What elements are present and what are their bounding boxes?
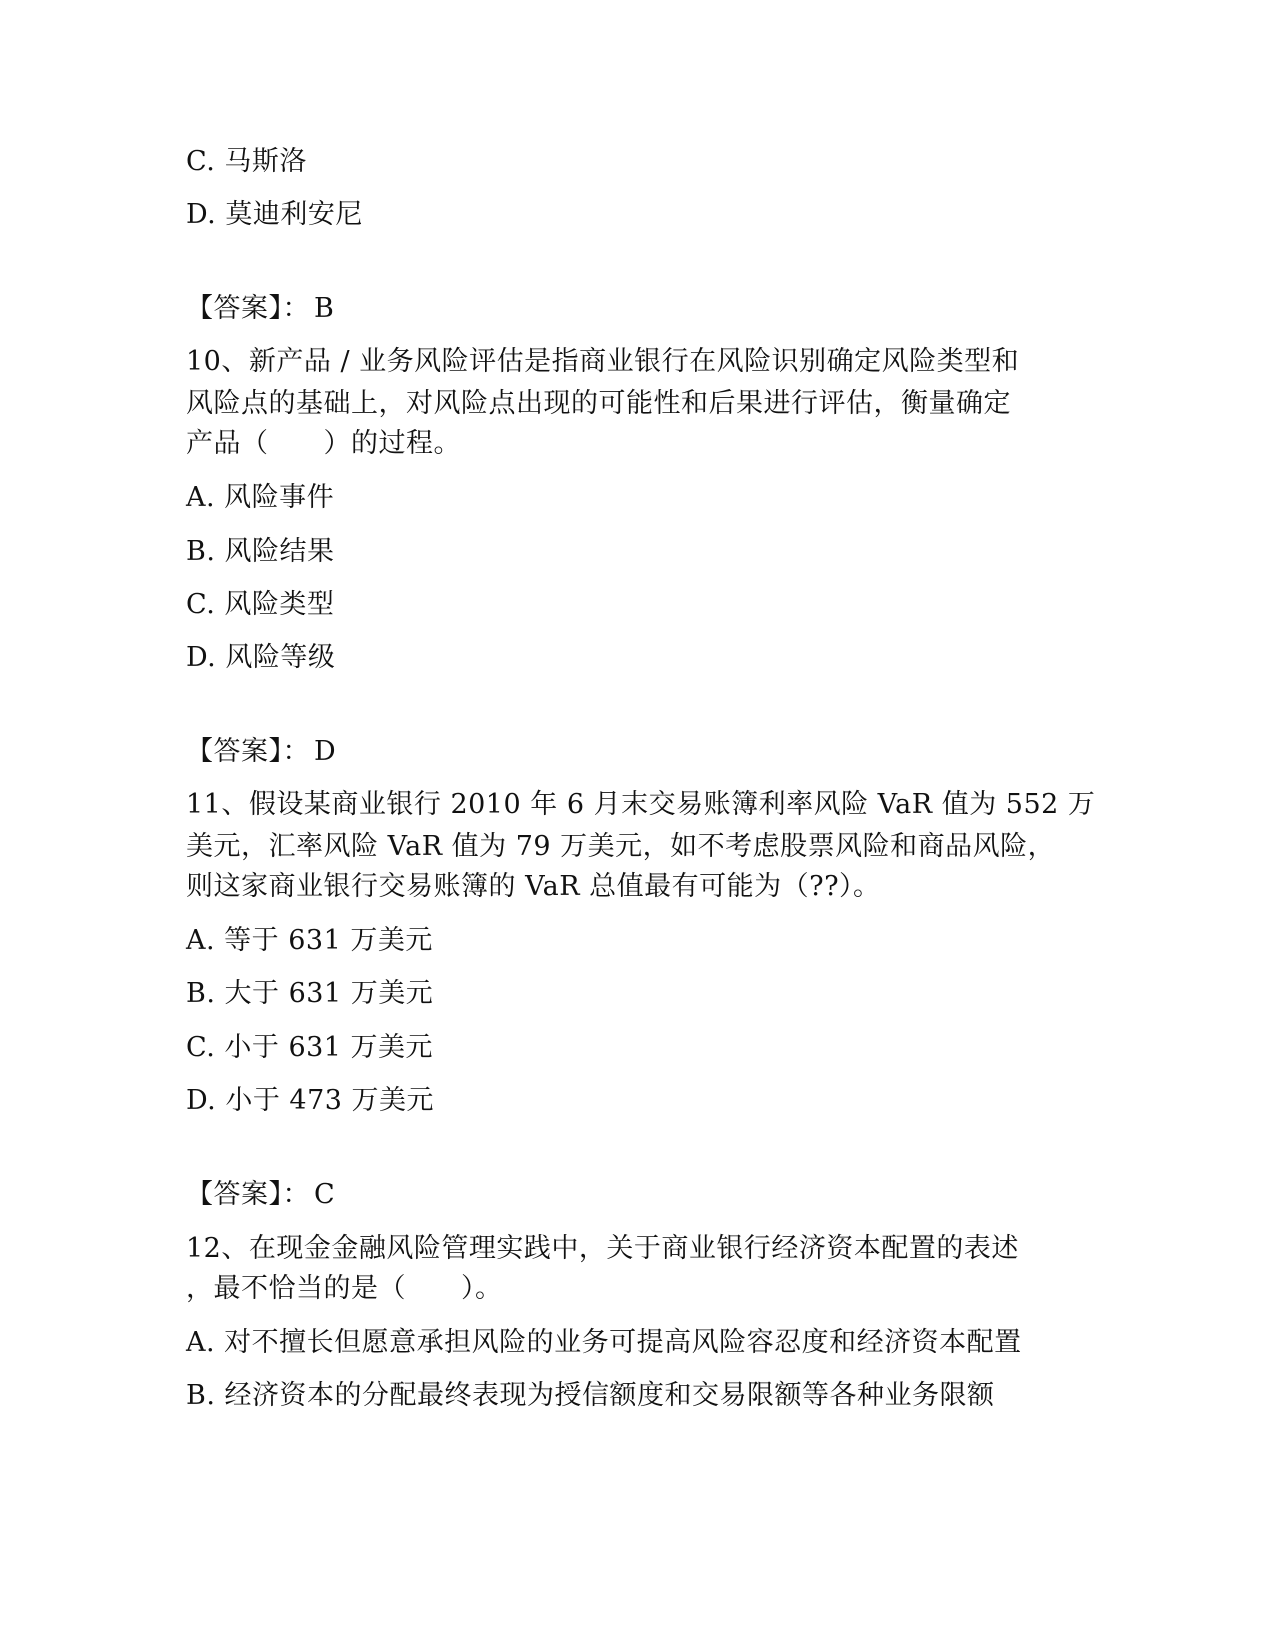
- answer-value: B: [314, 293, 335, 324]
- answer-label: 【答案】：: [186, 1179, 310, 1210]
- answer-line: [186, 735, 336, 769]
- answer-label: 【答案】：: [186, 736, 310, 767]
- answer-value: D: [314, 736, 337, 767]
- option-a: A. 风险事件: [186, 482, 335, 513]
- question-stem-line: 10、新产品 / 业务风险评估是指商业银行在风险识别确定风险类型和: [186, 346, 1020, 377]
- answer-line: [186, 1178, 335, 1212]
- option-b: B. 风险结果: [186, 536, 335, 567]
- option-c: C. 小于 631 万美元: [186, 1032, 434, 1063]
- option-b: B. 大于 631 万美元: [186, 978, 434, 1009]
- question-stem-line: 11、假设某商业银行 2010 年 6 月末交易账簿利率风险 VaR 值为 552 万: [186, 789, 1096, 820]
- option-d: D. 莫迪利安尼: [186, 199, 363, 230]
- question-stem-line: 美元，汇率风险 VaR 值为 79 万美元，如不考虑股票风险和商品风险，: [186, 831, 1056, 862]
- answer-label: 【答案】：: [186, 293, 310, 324]
- option-b: B. 经济资本的分配最终表现为授信额度和交易限额等各种业务限额: [186, 1380, 995, 1411]
- question-stem-line: ，最不恰当的是（ ）。: [186, 1273, 503, 1304]
- question-stem-line: 风险点的基础上，对风险点出现的可能性和后果进行评估，衡量确定: [186, 388, 1011, 419]
- option-d: D. 风险等级: [186, 642, 336, 673]
- question-stem-line: 则这家商业银行交易账簿的 VaR 总值最有可能为（??）。: [186, 871, 881, 902]
- question-stem-line: 12、在现金金融风险管理实践中，关于商业银行经济资本配置的表述: [186, 1233, 1019, 1264]
- option-a: A. 等于 631 万美元: [186, 925, 433, 956]
- answer-line: [186, 292, 334, 326]
- option-c: C. 风险类型: [186, 589, 335, 620]
- answer-value: C: [314, 1179, 336, 1210]
- option-c: C. 马斯洛: [186, 146, 307, 177]
- option-d: D. 小于 473 万美元: [186, 1085, 435, 1116]
- option-a: A. 对不擅长但愿意承担风险的业务可提高风险容忍度和经济资本配置: [186, 1327, 1022, 1358]
- question-stem-line: 产品（ ）的过程。: [186, 428, 461, 459]
